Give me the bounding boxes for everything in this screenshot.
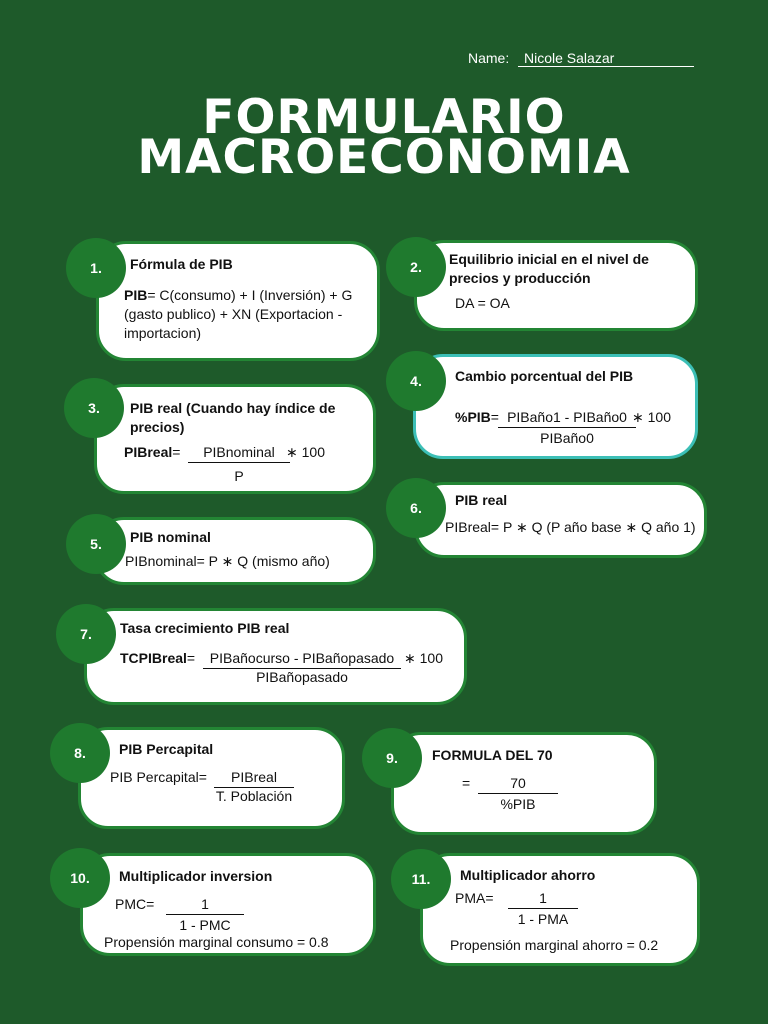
card-7-numerator: PIBañocurso - PIBañopasado bbox=[203, 648, 401, 669]
card-4-title: Cambio porcentual del PIB bbox=[455, 368, 634, 384]
card-3-numerator: PIBnominal bbox=[188, 442, 290, 463]
card-2-formula: DA = OA bbox=[455, 295, 510, 311]
card-1-line-2: (gasto publico) + XN (Exportacion - bbox=[124, 306, 343, 322]
card-9-denominator: %PIB bbox=[500, 796, 536, 812]
card-7-lhs: TCPIBreal= bbox=[120, 650, 196, 666]
card-4-numerator: PIBaño1 - PIBaño0 bbox=[498, 407, 636, 428]
card-10-denominator: 1 - PMC bbox=[179, 917, 231, 933]
card-11-title: Multiplicador ahorro bbox=[460, 867, 596, 883]
card-10-numerator: 1 bbox=[166, 894, 244, 915]
badge-11: 11. bbox=[391, 849, 451, 909]
card-10-note: Propensión marginal consumo = 0.8 bbox=[104, 934, 329, 950]
card-2-title-2: precios y producción bbox=[449, 270, 591, 286]
card-4-lhs: %PIB= bbox=[455, 409, 499, 425]
card-6-formula: PIBreal= P ∗ Q (P año base ∗ Q año 1) bbox=[445, 519, 696, 535]
card-11-denominator: 1 - PMA bbox=[517, 911, 569, 927]
card-5-formula: PIBnominal= P ∗ Q (mismo año) bbox=[125, 553, 330, 569]
card-1-line-1: PIB= C(consumo) + I (Inversión) + G bbox=[124, 287, 353, 303]
badge-7: 7. bbox=[56, 604, 116, 664]
badge-4: 4. bbox=[386, 351, 446, 411]
card-7-denominator: PIBañopasado bbox=[256, 669, 348, 685]
page-title-line-2: MACROECONOMIA bbox=[137, 130, 631, 185]
card-6-title: PIB real bbox=[455, 492, 508, 508]
card-7-multiplier: ∗ 100 bbox=[404, 650, 443, 666]
badge-1: 1. bbox=[66, 238, 126, 298]
card-9-numerator: 70 bbox=[478, 773, 558, 794]
card-8-numerator: PIBreal bbox=[214, 767, 294, 788]
card-5-title: PIB nominal bbox=[130, 529, 211, 545]
card-7-title: Tasa crecimiento PIB real bbox=[120, 620, 290, 636]
badge-2: 2. bbox=[386, 237, 446, 297]
card-3-title-1: PIB real (Cuando hay índice de bbox=[130, 400, 336, 416]
card-8-denominator: T. Población bbox=[215, 788, 293, 804]
card-8-lhs: PIB Percapital= bbox=[110, 769, 207, 785]
card-11-lhs: PMA= bbox=[455, 890, 494, 906]
card-10-title: Multiplicador inversion bbox=[119, 868, 273, 884]
card-9-title: FORMULA DEL 70 bbox=[432, 747, 553, 763]
card-3-title-2: precios) bbox=[130, 419, 185, 435]
card-2-title-1: Equilibrio inicial en el nivel de bbox=[449, 251, 649, 267]
card-3-denominator: P bbox=[234, 468, 244, 484]
name-value: Nicole Salazar bbox=[518, 50, 694, 67]
card-11-note: Propensión marginal ahorro = 0.2 bbox=[450, 937, 659, 953]
badge-10: 10. bbox=[50, 848, 110, 908]
card-3-multiplier: ∗ 100 bbox=[286, 444, 325, 460]
card-1-line-3: importacion) bbox=[124, 325, 202, 341]
badge-8: 8. bbox=[50, 723, 110, 783]
card-10-lhs: PMC= bbox=[115, 896, 155, 912]
card-3-lhs: PIBreal= bbox=[124, 444, 181, 460]
page-title-line-1: FORMULARIO bbox=[202, 90, 566, 145]
card-4-multiplier: ∗ 100 bbox=[632, 409, 671, 425]
card-11-numerator: 1 bbox=[508, 888, 578, 909]
badge-3: 3. bbox=[64, 378, 124, 438]
badge-6: 6. bbox=[386, 478, 446, 538]
badge-5: 5. bbox=[66, 514, 126, 574]
card-1-title: Fórmula de PIB bbox=[130, 256, 233, 272]
card-4-denominator: PIBaño0 bbox=[540, 430, 594, 446]
card-9-lhs: = bbox=[462, 775, 471, 791]
card-8-title: PIB Percapital bbox=[119, 741, 214, 757]
name-label: Name: bbox=[468, 50, 510, 66]
badge-9: 9. bbox=[362, 728, 422, 788]
name-field bbox=[468, 50, 694, 66]
